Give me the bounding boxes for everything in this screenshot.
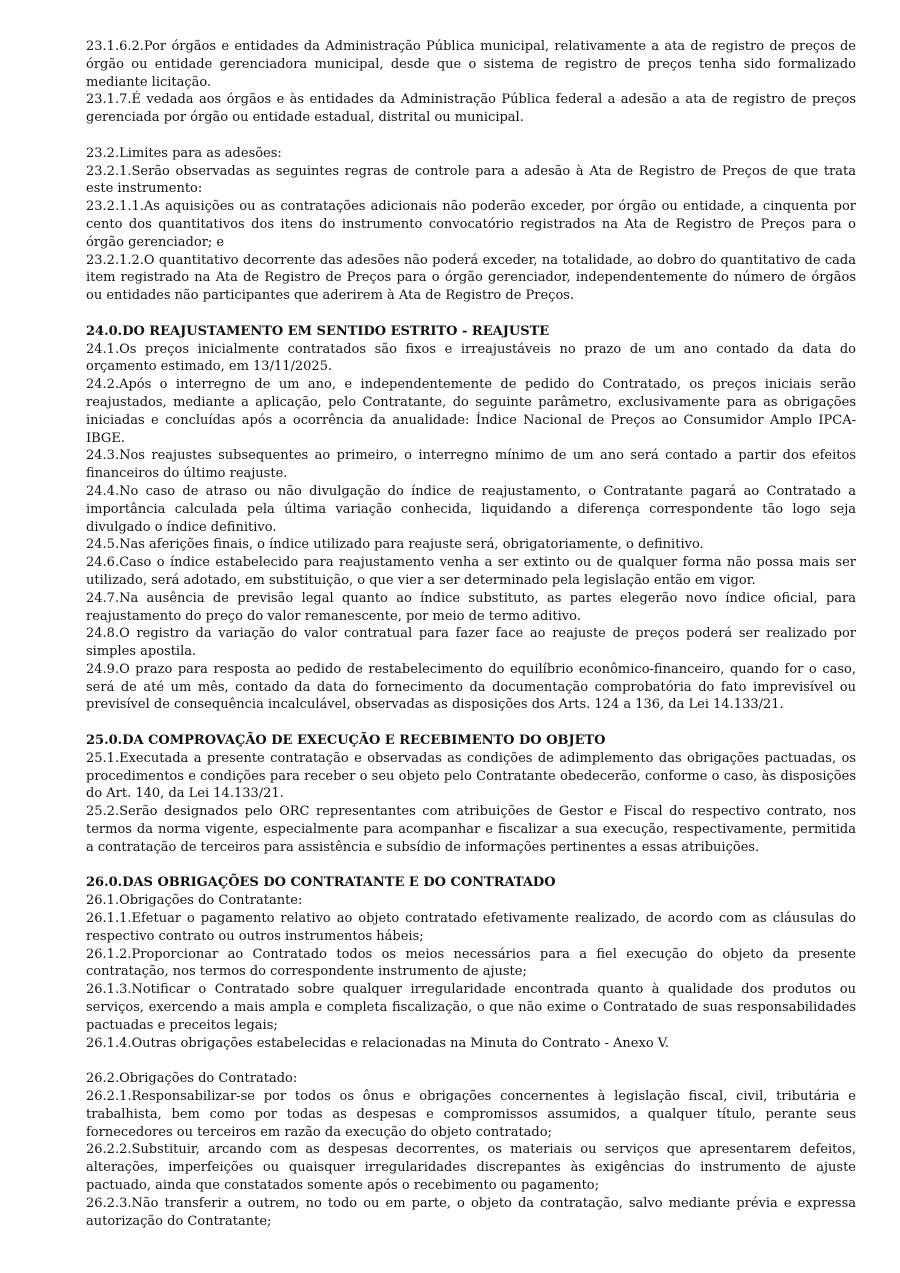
document-page [86,38,856,1230]
paragraph-26-1-2: 26.1.2.Proporcionar ao Contratado todos os meios necessários para a fiel execução do objeto da presente contratação, nos termos do correspondente instrumento de ajuste; [86,946,856,980]
paragraph-24-3: 24.3.Nos reajustes subsequentes ao primeiro, o interregno mínimo de um ano será contado a partir dos efeitos financeiros do último reajuste. [86,448,856,482]
paragraph-24-8: 24.8.O registro da variação do valor contratual para fazer face ao reajuste de preços poderá ser realizado por simples apostila. [86,626,856,660]
paragraph-24-9: 24.9.O prazo para resposta ao pedido de restabelecimento do equilíbrio econômico-financeiro, quando for o caso, será de até um mês, contado da data do fornecimento da documentação comprobatória do fato imprevisível ou previsível de consequência incalculável, observadas as disposições dos Arts. 124 a 136, da Lei 14.133/21. [86,661,856,713]
paragraph-23-1-7: 23.1.7.É vedada aos órgãos e às entidades da Administração Pública federal a adesão a ata de registro de preços gerenciada por órgão ou entidade estadual, distrital ou municipal. [86,92,856,126]
paragraph-23-2-1-2: 23.2.1.2.O quantitativo decorrente das adesões não poderá exceder, na totalidade, ao dobro do quantitativo de cada item registrado na Ata de Registro de Preços para o órgão gerenciador, independentemente do número de órgãos ou entidades não participantes que aderirem à Ata de Registro de Preços. [86,252,856,304]
paragraph-23-2-1-1: 23.2.1.1.As aquisições ou as contratações adicionais não poderão exceder, por órgão ou entidade, a cinquenta por cento dos quantitativos dos itens do instrumento convocatório registrados na Ata de Registro de Preços para o órgão gerenciador; e [86,199,856,250]
paragraph-24-5: 24.5.Nas aferições finais, o índice utilizado para reajuste será, obrigatoriamente, o definitivo. [86,537,704,553]
paragraph-26-1-4: 26.1.4.Outras obrigações estabelecidas e relacionadas na Minuta do Contrato - Anexo V. [86,1035,670,1051]
paragraph-26-2-3: 26.2.3.Não transferir a outrem, no todo ou em parte, o objeto da contratação, salvo mediante prévia e expressa autorização do Contratante; [86,1195,856,1229]
paragraph-25-1: 25.1.Executada a presente contratação e observadas as condições de adimplemento das obrigações pactuadas, os procedimentos e condições para receber o seu objeto pelo Contratante obedecerão, conforme o caso, às disposições do Art. 140, da Lei 14.133/21. [86,750,856,802]
paragraph-24-7: 24.7.Na ausência de previsão legal quanto ao índice substituto, as partes elegerão novo índice oficial, para reajustamento do preço do valor remanescente, por meio de termo aditivo. [86,590,856,624]
paragraph-26-1-3: 26.1.3.Notificar o Contratado sobre qualquer irregularidade encontrada quanto à qualidade dos produtos ou serviços, exercendo a mais ampla e completa fiscalização, o que não exime o Contratado de suas responsabilidades pactuadas e preceitos legais; [86,982,856,1033]
paragraph-26-1-1: 26.1.1.Efetuar o pagamento relativo ao objeto contratado efetivamente realizado, de acordo com as cláusulas do respectivo contrato ou outros instrumentos hábeis; [86,911,856,944]
paragraph-26-2-2: 26.2.2.Substituir, arcando com as despesas decorrentes, os materiais ou serviços que apresentarem defeitos, alterações, imperfeições ou quaisquer irregularidades discrepantes às exigências do instrumento de ajuste pactuado, ainda que constatados somente após o recebimento ou pagamento; [86,1142,856,1193]
paragraph-24-6: 24.6.Caso o índice estabelecido para reajustamento venha a ser extinto ou de qualquer forma não possa mais ser utilizado, será adotado, em substituição, o que vier a ser determinado pela legislação então em vigor. [86,555,856,588]
paragraph-26-2: 26.2.Obrigações do Contratado: [86,1071,298,1087]
section-heading-25: 25.0.DA COMPROVAÇÃO DE EXECUÇÃO E RECEBIMENTO DO OBJETO [86,733,606,749]
paragraph-25-2: 25.2.Serão designados pelo ORC representantes com atribuições de Gestor e Fiscal do respectivo contrato, nos termos da norma vigente, especialmente para acompanhar e fiscalizar a sua execução, respectivamente, permitida a contratação de terceiros para assistência e subsídio de informações pertinentes a essas atribuições. [86,804,856,855]
paragraph-23-2: 23.2.Limites para as adesões: [86,145,282,161]
section-heading-26: 26.0.DAS OBRIGAÇÕES DO CONTRATANTE E DO CONTRATADO [86,875,556,891]
paragraph-26-1: 26.1.Obrigações do Contratante: [86,893,303,909]
paragraph-26-2-1: 26.2.1.Responsabilizar-se por todos os ônus e obrigações concernentes à legislação fiscal, civil, tributária e trabalhista, bem como por todas as despesas e compromissos assumidos, a qualquer título, perante seus fornecedores ou terceiros em razão da execução do objeto contratado; [86,1089,856,1140]
paragraph-24-2: 24.2.Após o interregno de um ano, e independentemente de pedido do Contratado, os preços iniciais serão reajustados, mediante a aplicação, pelo Contratante, do seguinte parâmetro, exclusivamente para as obrigações iniciadas e concluídas após a ocorrência da anualidade: Índice Nacional de Preços ao Consumidor Amplo IPCA-IBGE. [86,377,856,446]
paragraph-24-1: 24.1.Os preços inicialmente contratados são fixos e irreajustáveis no prazo de um ano contado da data do orçamento estimado, em 13/11/2025. [86,341,856,375]
paragraph-24-4: 24.4.No caso de atraso ou não divulgação do índice de reajustamento, o Contratante pagará ao Contratado a importância calculada pela última variação conhecida, liquidando a diferença correspondente tão logo seja divulgado o índice definitivo. [86,483,856,535]
paragraph-23-2-1: 23.2.1.Serão observadas as seguintes regras de controle para a adesão à Ata de Registro de Preços de que trata este instrumento: [86,163,856,197]
section-heading-24: 24.0.DO REAJUSTAMENTO EM SENTIDO ESTRITO - REAJUSTE [86,323,550,339]
paragraph-23-1-6-2: 23.1.6.2.Por órgãos e entidades da Administração Pública municipal, relativamente a ata de registro de preços de órgão ou entidade gerenciadora municipal, desde que o sistema de registro de preços tenha sido formalizado mediante licitação. [86,39,856,90]
